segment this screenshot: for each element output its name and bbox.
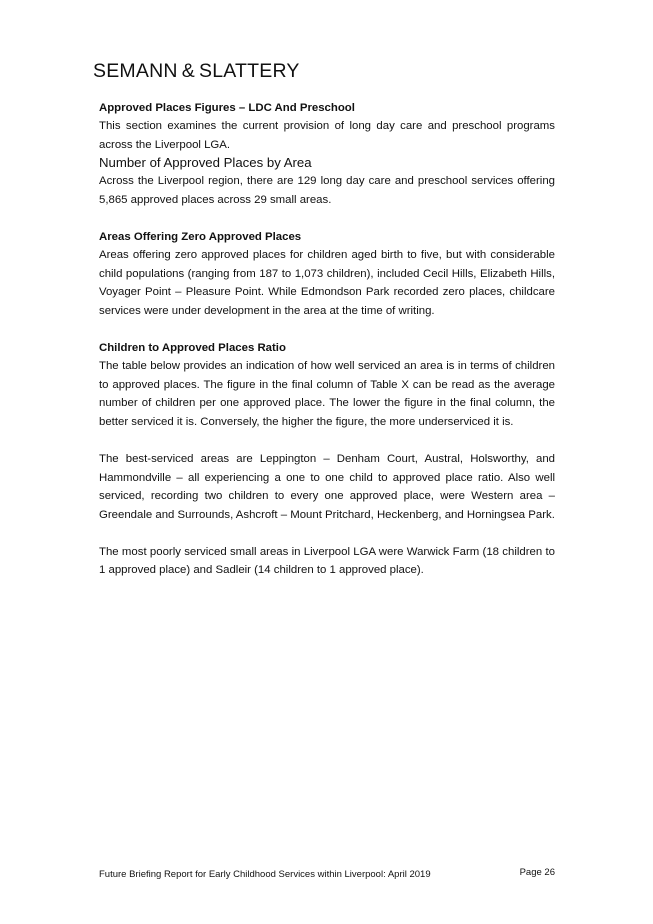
paragraph-ratio-intro: The table below provides an indication of how well serviced an area is in terms of children to approved places. The figure in the final column of Table X can be read as the average number of children per one approved place. The lower the figure in the final column, the better serviced it is. Conversely, the higher the figure, the more underserviced it is. bbox=[99, 359, 555, 428]
section-heading-zero-places: Areas Offering Zero Approved Places bbox=[99, 230, 302, 243]
paragraph-best-serviced: The best-serviced areas are Leppington – Denham Court, Austral, Holsworthy, and Hammondville – all experiencing a one to one child to approved place ratio. Also well serviced, recording two children to every one approved place, were Western area – Greendale and Surrounds, Ashcroft – Mount Pritchard, Heckenberg, and Horningsea Park. bbox=[99, 452, 555, 521]
paragraph-intro: This section examines the current provision of long day care and preschool programs across the Liverpool LGA. bbox=[99, 120, 555, 151]
spacer bbox=[99, 431, 555, 450]
main-content bbox=[99, 99, 555, 580]
section-heading-approved-places: Approved Places Figures – LDC And Preschool bbox=[99, 102, 355, 114]
section-heading-ratio: Children to Approved Places Ratio bbox=[99, 341, 286, 354]
spacer bbox=[99, 320, 555, 339]
footer-text: Future Briefing Report for Early Childhood Services within Liverpool: April 2019 bbox=[99, 869, 431, 880]
spacer bbox=[99, 524, 555, 543]
paragraph-poorly-serviced: The most poorly serviced small areas in Liverpool LGA were Warwick Farm (18 children to 1 approved place) and Sadleir (14 children to 1 approved place). bbox=[99, 545, 555, 577]
paragraph-zero-places: Areas offering zero approved places for children aged birth to five, but with considerable child populations (ranging from 187 to 1,073 children), included Cecil Hills, Elizabeth Hills, Voyager Point – Pleasure Point. While Edmondson Park recorded zero places, childcare services were under development in the area at the time of writing. bbox=[99, 248, 555, 317]
section-heading-places-by-area: Number of Approved Places by Area bbox=[99, 155, 312, 171]
spacer bbox=[99, 209, 555, 228]
page-number: Page 26 bbox=[519, 867, 555, 878]
company-logo: SEMANN & SLATTERY bbox=[93, 60, 300, 82]
paragraph-places-by-area: Across the Liverpool region, there are 129 long day care and preschool services offering 5,865 approved places across 29 small areas. bbox=[99, 175, 555, 206]
